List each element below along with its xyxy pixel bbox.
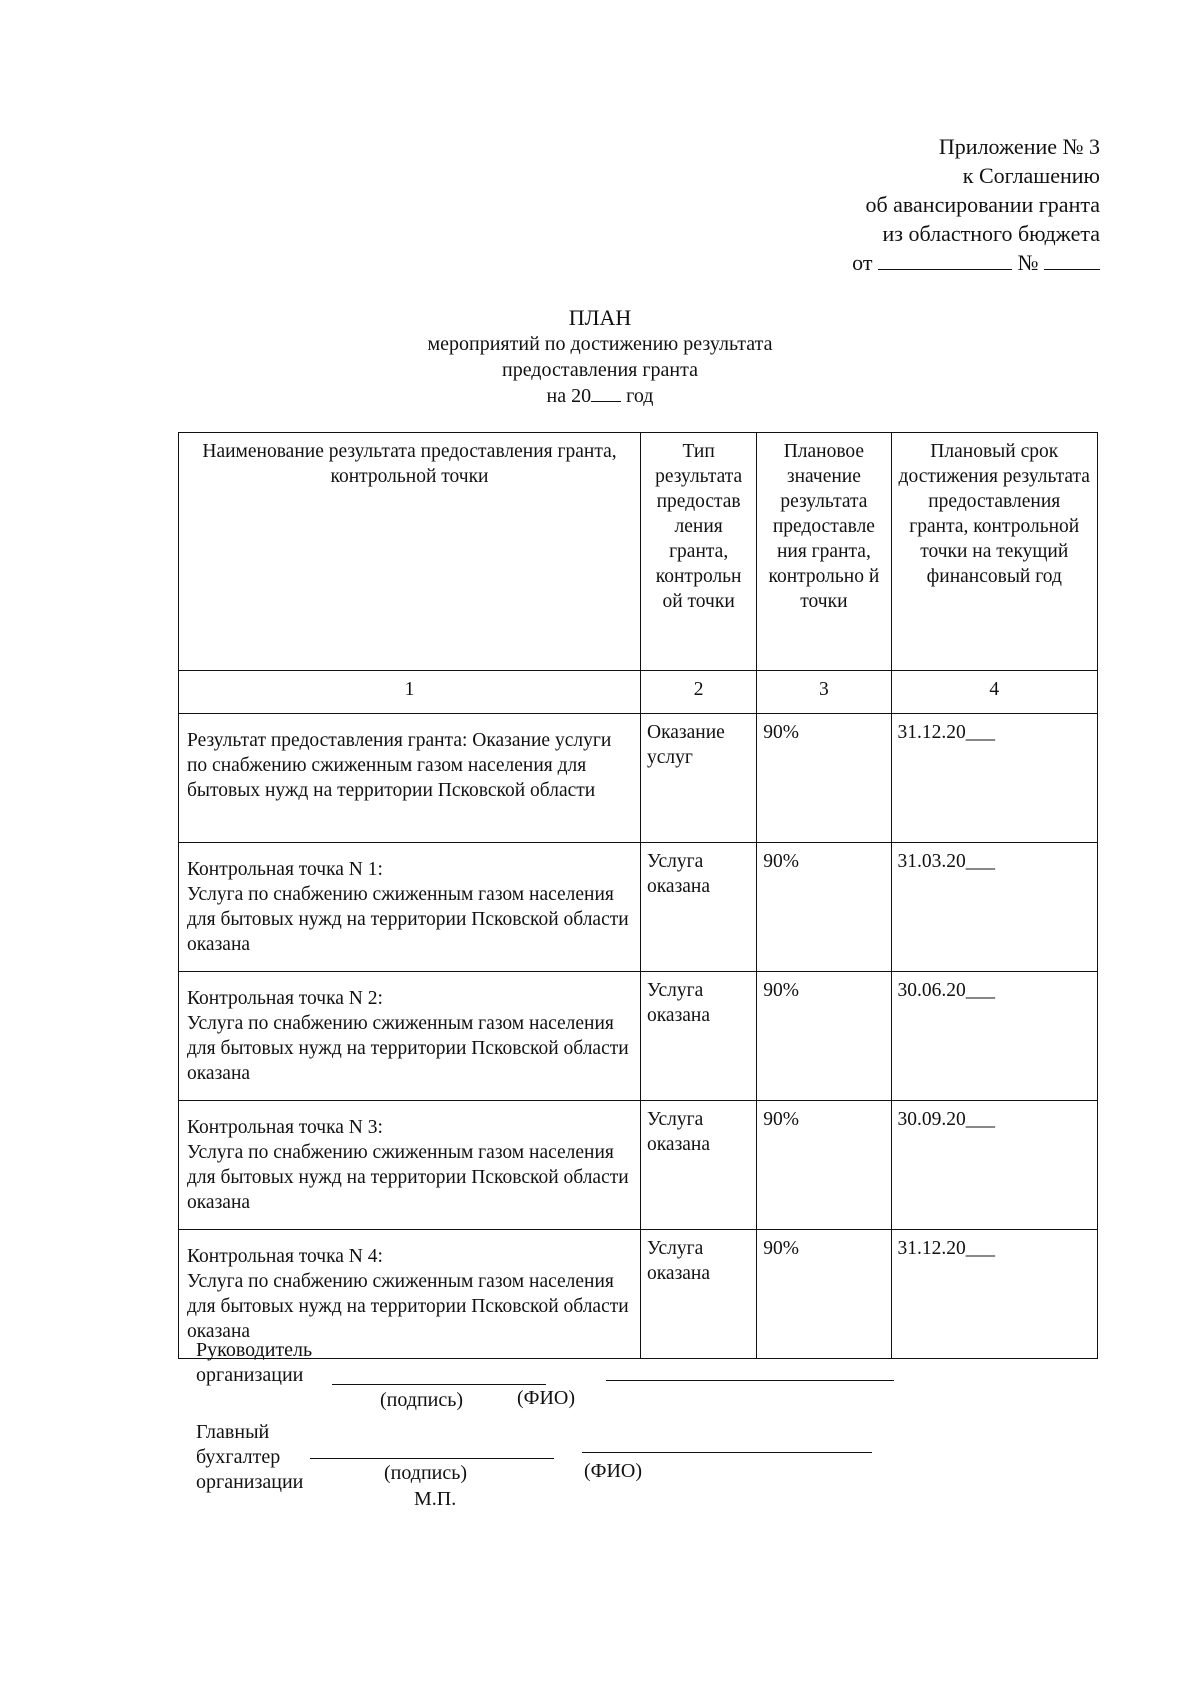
accountant-name-caption: (ФИО)	[584, 1460, 643, 1482]
accountant-signature-line	[310, 1458, 554, 1459]
row-title: Контрольная точка N 4:	[187, 1246, 383, 1267]
head-signature-line	[332, 1384, 546, 1385]
appendix-grant: об авансировании гранта	[865, 192, 1100, 217]
accountant-signature-label	[196, 1420, 303, 1495]
row-type: Услуга оказана	[640, 1230, 756, 1359]
header-planned-value: Плановое значение результата предоставле ния гранта, контрольно й точки	[757, 433, 891, 671]
row-date: 31.12.20___	[891, 714, 1098, 843]
accountant-label-line2: бухгалтер	[196, 1446, 281, 1468]
table-header-row	[179, 433, 1098, 671]
plan-heading: ПЛАН	[568, 305, 632, 330]
seal-label: М.П.	[414, 1488, 457, 1510]
row-description: Услуга по снабжению сжиженным газом населения для бытовых нужд на территории Псковской области оказана	[187, 884, 629, 955]
column-number: 1	[179, 671, 641, 714]
table-row	[179, 972, 1098, 1101]
row-date: 30.09.20___	[891, 1101, 1098, 1230]
head-name-caption: (ФИО)	[517, 1387, 576, 1409]
appendix-number: Приложение № 3	[938, 134, 1100, 159]
year-suffix: год	[626, 385, 654, 407]
head-label-line2: организации	[196, 1364, 304, 1386]
header-result-type: Тип результата предостав ления гранта, контрольн ой точки	[640, 433, 756, 671]
header-result-name: Наименование результата предоставления гранта, контрольной точки	[179, 433, 641, 671]
row-description: Услуга по снабжению сжиженным газом населения для бытовых нужд на территории Псковской области оказана	[187, 1013, 629, 1084]
row-date: 31.03.20___	[891, 843, 1098, 972]
accountant-label-line3: организации	[196, 1471, 304, 1493]
plan-year	[160, 383, 1040, 409]
row-title: Контрольная точка N 3:	[187, 1117, 383, 1138]
head-signature-caption: (подпись)	[380, 1389, 464, 1411]
head-label-line1: Руководитель	[196, 1339, 313, 1361]
accountant-signature-caption: (подпись)	[384, 1462, 468, 1484]
from-label: от	[852, 250, 873, 275]
row-title: Контрольная точка N 2:	[187, 988, 383, 1009]
row-description: Услуга по снабжению сжиженным газом населения для бытовых нужд на территории Псковской области оказана	[187, 1142, 629, 1213]
number-label: №	[1017, 250, 1039, 275]
row-description: Услуга по снабжению сжиженным газом населения для бытовых нужд на территории Псковской области оказана	[187, 1271, 629, 1342]
accountant-name-line	[582, 1452, 872, 1453]
row-title: Результат предоставления гранта: Оказание услуги по снабжению сжиженным газом населения для бытовых нужд на территории Псковской области	[187, 730, 612, 801]
row-name	[179, 972, 641, 1101]
row-value: 90%	[757, 1101, 891, 1230]
column-numbers-row	[179, 671, 1098, 714]
year-blank	[591, 383, 621, 402]
appendix-budget: из областного бюджета	[882, 221, 1100, 246]
plan-table	[178, 432, 1098, 1359]
table-row	[179, 1101, 1098, 1230]
table-row	[179, 1230, 1098, 1359]
year-prefix: на 20	[546, 385, 592, 407]
date-blank	[878, 251, 1012, 270]
row-value: 90%	[757, 972, 891, 1101]
column-number: 3	[757, 671, 891, 714]
accountant-label-line1: Главный	[196, 1421, 270, 1443]
appendix-date-number	[852, 248, 1100, 277]
head-name-line	[606, 1380, 894, 1381]
table-row	[179, 714, 1098, 843]
plan-subtitle-2: предоставления гранта	[501, 359, 698, 381]
row-value: 90%	[757, 1230, 891, 1359]
row-type: Оказание услуг	[640, 714, 756, 843]
header-planned-date: Плановый срок достижения результата предоставления гранта, контрольной точки на текущий финансовый год	[891, 433, 1098, 671]
number-blank	[1044, 251, 1100, 270]
row-type: Услуга оказана	[640, 843, 756, 972]
row-name	[179, 843, 641, 972]
row-name	[179, 1101, 641, 1230]
appendix-agreement: к Соглашению	[962, 163, 1100, 188]
table-row	[179, 843, 1098, 972]
row-date: 30.06.20___	[891, 972, 1098, 1101]
appendix-header	[852, 132, 1100, 277]
row-title: Контрольная точка N 1:	[187, 859, 383, 880]
document-title	[160, 305, 1040, 409]
row-value: 90%	[757, 843, 891, 972]
row-type: Услуга оказана	[640, 1101, 756, 1230]
plan-subtitle-1: мероприятий по достижению результата	[427, 333, 773, 355]
head-signature-label	[196, 1338, 312, 1388]
column-number: 2	[640, 671, 756, 714]
column-number: 4	[891, 671, 1098, 714]
row-date: 31.12.20___	[891, 1230, 1098, 1359]
row-type: Услуга оказана	[640, 972, 756, 1101]
row-name	[179, 714, 641, 843]
row-value: 90%	[757, 714, 891, 843]
